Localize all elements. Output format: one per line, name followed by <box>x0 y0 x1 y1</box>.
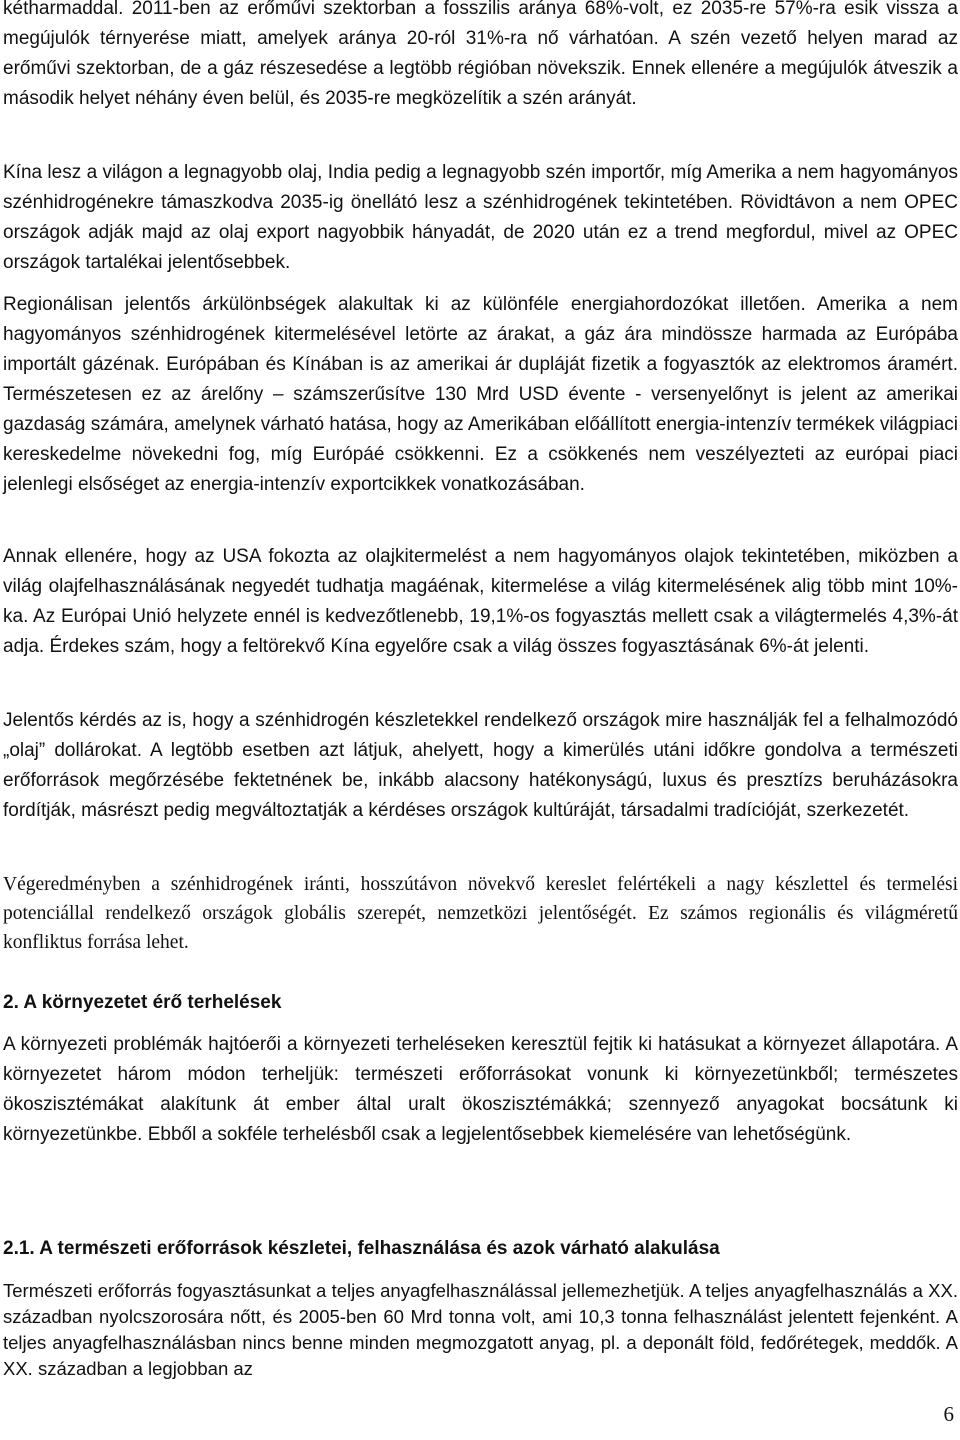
paragraph-oil-dollars: Jelentős kérdés az is, hogy a szénhidrogén készletekkel rendelkező országok mire használják fel a felhalmozódó „olaj” dollárokat. A legtöbb esetben azt látjuk, ahelyett, hogy a kimerülés utáni időkre gondolva a természeti erőforrások megőrzésébe fektetnének be, inkább alacsony hatékonyságú, luxus és presztízs beruházásokra fordítják, másrészt pedig megváltoztatják a kérdéses országok kultúráját, társadalmi tradícióját, szerkezetét. <box>3 710 958 821</box>
paragraph-environmental-loads: A környezeti problémák hajtóerői a környezeti terheléseken keresztül fejtik ki hatásukat a környezet állapotára. A környezetet három módon terheljük: természeti erőforrásokat vonunk ki környezetünkből; természetes ökoszisztémákat alakítunk át ember által uralt ökoszisztémákká; szennyező anyagokat bocsátunk ki környezetünkbe. Ebből a sokféle terhelésből csak a legjelentősebbek kiemelésére van lehetőségünk. <box>3 1034 958 1145</box>
paragraph-regional-price-differences: Regionálisan jelentős árkülönbségek alakultak ki az különféle energiahordozókat illetően. Amerika a nem hagyományos szénhidrogének kitermelésével letörte az árakat, a gáz ára mindössze harmada az Európába importált gázénak. Európában és Kínában is az amerikai ár dupláját fizetik a fogyasztók az elektromos áramért. Természetesen ez az árelőny – számszerűsítve 130 Mrd USD évente - versenyelőnyt is jelent az amerikai gazdaság számára, amelynek várható hatása, hogy az Amerikában előállított energia-intenzív termékek világpiaci kereskedelme növekedni fog, míg Európáé csökkenni. Ez a csökkenés nem veszélyezteti az európai piaci jelenlegi elsőséget az energia-intenzív exportcikkek vonatkozásában. <box>3 294 958 495</box>
section-heading-2-1: 2.1. A természeti erőforrások készletei, felhasználása és azok várható alakulása <box>3 1238 720 1259</box>
paragraph-usa-oil-production: Annak ellenére, hogy az USA fokozta az olajkitermelést a nem hagyományos olajok tekintetében, miközben a világ olajfelhasználásának negyedét tudhatja magáénak, kitermelése a világ kitermelésének alig több mint 10%-ka. Az Európai Unió helyzete ennél is kedvezőtlenebb, 19,1%-os fogyasztás mellett csak a világtermelés 4,3%-át adja. Érdekes szám, hogy a feltörekvő Kína egyelőre csak a világ összes fogyasztásának 6%-át jelenti. <box>3 546 958 657</box>
paragraph-energy-mix: kétharmaddal. 2011-ben az erőművi szektorban a fosszilis aránya 68%-volt, ez 2035-re 57%-ra esik vissza a megújulók térnyerése miatt, amelyek aránya 20-ról 31%-ra nő várhatóan. A szén vezető helyen marad az erőművi szektorban, de a gáz részesedése a legtöbb régióban növekszik. Ennek ellenére a megújulók átveszik a második helyet néhány éven belül, és 2035-re megközelítik a szén arányát. <box>3 0 958 109</box>
paragraph-china-india-america: Kína lesz a világon a legnagyobb olaj, India pedig a legnagyobb szén importőr, míg Amerika a nem hagyományos szénhidrogénekre támaszkodva 2035-ig önellátó lesz a szénhidrogének tekintetében. Rövidtávon a nem OPEC országok adják majd az olaj export nagyobbik hányadát, de 2020 után ez a trend megfordul, mivel az OPEC országok tartalékai jelentősebbek. <box>3 162 958 273</box>
page-number: 6 <box>943 1402 954 1426</box>
section-heading-2: 2. A környezetet érő terhelések <box>3 992 282 1013</box>
paragraph-conclusion: Végeredményben a szénhidrogének iránti, hosszútávon növekvő kereslet felértékeli a nagy készlettel és termelési potenciállal rendelkező országok globális szerepét, nemzetközi jelentőségét. Ez számos regionális és világméretű konfliktus forrása lehet. <box>3 874 958 953</box>
paragraph-material-use: Természeti erőforrás fogyasztásunkat a teljes anyagfelhasználással jellemezhetjük. A teljes anyagfelhasználás a XX. században nyolcszorosára nőtt, és 2005-ben 60 Mrd tonna volt, ami 10,3 tonna felhasználást jelentett fejenként. A teljes anyagfelhasználásban nincs benne minden megmozgatott anyag, pl. a deponált föld, fedőrétegek, meddők. A XX. században a legjobban az <box>3 1280 958 1379</box>
